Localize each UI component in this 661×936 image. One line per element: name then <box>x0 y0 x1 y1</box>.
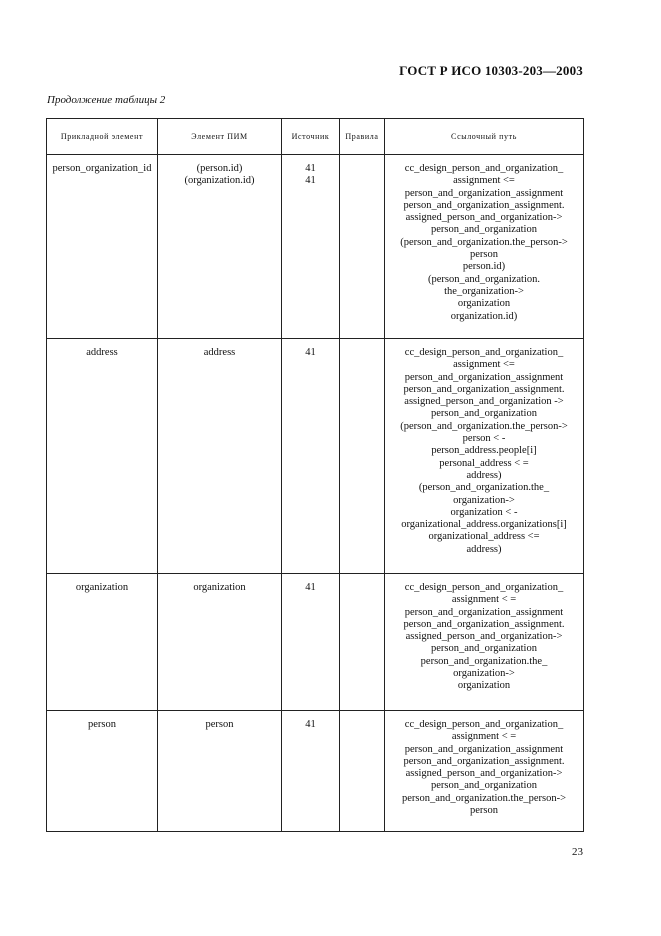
reference-path-line: person <box>470 805 498 817</box>
pim-element-line: person <box>205 719 234 730</box>
reference-path-line: person_and_organization <box>431 780 537 792</box>
source-line: 41 <box>305 163 316 174</box>
page-number: 23 <box>572 846 583 858</box>
column-header-reference-path: Ссылочный путь <box>385 119 584 155</box>
rules-cell <box>340 339 385 574</box>
pim-element-line: organization <box>193 582 246 593</box>
reference-path-line: organizational_address <= <box>428 531 540 543</box>
pim-element-line: address <box>203 347 236 358</box>
reference-path-line: assignment < = <box>451 731 517 743</box>
reference-path-line: organization <box>457 680 511 692</box>
table-row <box>47 711 584 832</box>
applied-element-cell: person <box>47 711 158 832</box>
source-line: 41 <box>305 347 316 358</box>
column-header-rules: Правила <box>340 119 385 155</box>
rules-cell <box>340 155 385 339</box>
pim-element-cell <box>158 339 282 574</box>
rules-cell <box>340 711 385 832</box>
reference-path-line: person_and_organization_assignment. <box>403 618 565 630</box>
reference-path-line: organization-> <box>453 668 515 680</box>
reference-path-line: assignment <= <box>453 359 515 371</box>
reference-path-line: assigned_person_and_organization-> <box>405 768 563 780</box>
reference-path-cell <box>385 574 584 711</box>
reference-path-line: cc_design_person_and_organization_ <box>404 582 564 593</box>
reference-path-cell <box>385 711 584 832</box>
reference-path-line: person_and_organization <box>431 224 537 236</box>
table-caption: Продолжение таблицы 2 <box>47 94 166 106</box>
reference-path-line: person_and_organization_assignment. <box>403 199 565 211</box>
document-header: ГОСТ Р ИСО 10303-203—2003 <box>399 63 583 78</box>
reference-path-line: assigned_person_and_organization-> <box>405 631 563 643</box>
mapping-table <box>46 118 584 832</box>
reference-path-line: assignment < = <box>451 594 517 606</box>
reference-path-line: person_and_organization <box>431 408 537 420</box>
reference-path-line: personal_address < = <box>439 457 529 469</box>
reference-path-line: person_and_organization_assignment <box>404 743 564 755</box>
reference-path-line: (person_and_organization.the_ <box>418 482 550 494</box>
reference-path-line: assignment <= <box>453 175 515 187</box>
reference-path-cell <box>385 155 584 339</box>
reference-path-line: person_and_organization_assignment <box>404 371 564 383</box>
reference-path-line: cc_design_person_and_organization_ <box>404 163 564 174</box>
table-row <box>47 155 584 339</box>
rules-cell <box>340 574 385 711</box>
reference-path-line: organizational_address.organizations[i] <box>401 519 567 531</box>
table-header-row <box>47 119 584 155</box>
reference-path-line: (person_and_organization.the_person-> <box>400 420 568 432</box>
source-line: 41 <box>305 719 316 730</box>
reference-path-line: assigned_person_and_organization-> <box>405 212 563 224</box>
applied-element-cell: person_organization_id <box>47 155 158 339</box>
reference-path-line: cc_design_person_and_organization_ <box>404 347 564 358</box>
pim-element-cell <box>158 155 282 339</box>
reference-path-line: assigned_person_and_organization -> <box>404 396 564 408</box>
pim-element-line: (person.id) <box>196 163 243 174</box>
reference-path-line: (person_and_organization. <box>427 273 541 285</box>
reference-path-line: person_and_organization <box>431 643 537 655</box>
reference-path-line: cc_design_person_and_organization_ <box>404 719 564 730</box>
column-header-source: Источник <box>282 119 340 155</box>
reference-path-line: person_and_organization_assignment <box>404 606 564 618</box>
reference-path-cell <box>385 339 584 574</box>
reference-path-line: person.id) <box>462 261 506 273</box>
reference-path-line: person_and_organization.the_person-> <box>401 792 567 804</box>
column-header-applied-element: Прикладной элемент <box>47 119 158 155</box>
source-cell <box>282 155 340 339</box>
source-cell <box>282 574 340 711</box>
reference-path-line: person_address.people[i] <box>431 445 537 457</box>
reference-path-line: person_and_organization.the_ <box>420 655 548 667</box>
reference-path-line: organization-> <box>453 494 515 506</box>
source-cell <box>282 711 340 832</box>
reference-path-line: person_and_organization_assignment <box>404 187 564 199</box>
reference-path-line: address) <box>466 469 502 481</box>
reference-path-line: organization <box>457 298 511 310</box>
source-line: 41 <box>305 175 316 187</box>
reference-path-line: organization < - <box>450 506 518 518</box>
reference-path-line: person < - <box>462 433 506 445</box>
source-cell <box>282 339 340 574</box>
pim-element-cell <box>158 711 282 832</box>
reference-path-line: person_and_organization_assignment. <box>403 383 565 395</box>
reference-path-line: person <box>470 249 498 261</box>
reference-path-line: address) <box>466 543 502 555</box>
column-header-pim-element: Элемент ПИМ <box>158 119 282 155</box>
applied-element-cell: address <box>47 339 158 574</box>
pim-element-cell <box>158 574 282 711</box>
table-row <box>47 339 584 574</box>
table-row <box>47 574 584 711</box>
reference-path-line: the_organization-> <box>444 285 524 297</box>
applied-element-cell: organization <box>47 574 158 711</box>
pim-element-line: (organization.id) <box>184 175 255 187</box>
reference-path-line: person_and_organization_assignment. <box>403 755 565 767</box>
source-line: 41 <box>305 582 316 593</box>
reference-path-line: (person_and_organization.the_person-> <box>400 236 568 248</box>
reference-path-line: organization.id) <box>450 310 518 322</box>
